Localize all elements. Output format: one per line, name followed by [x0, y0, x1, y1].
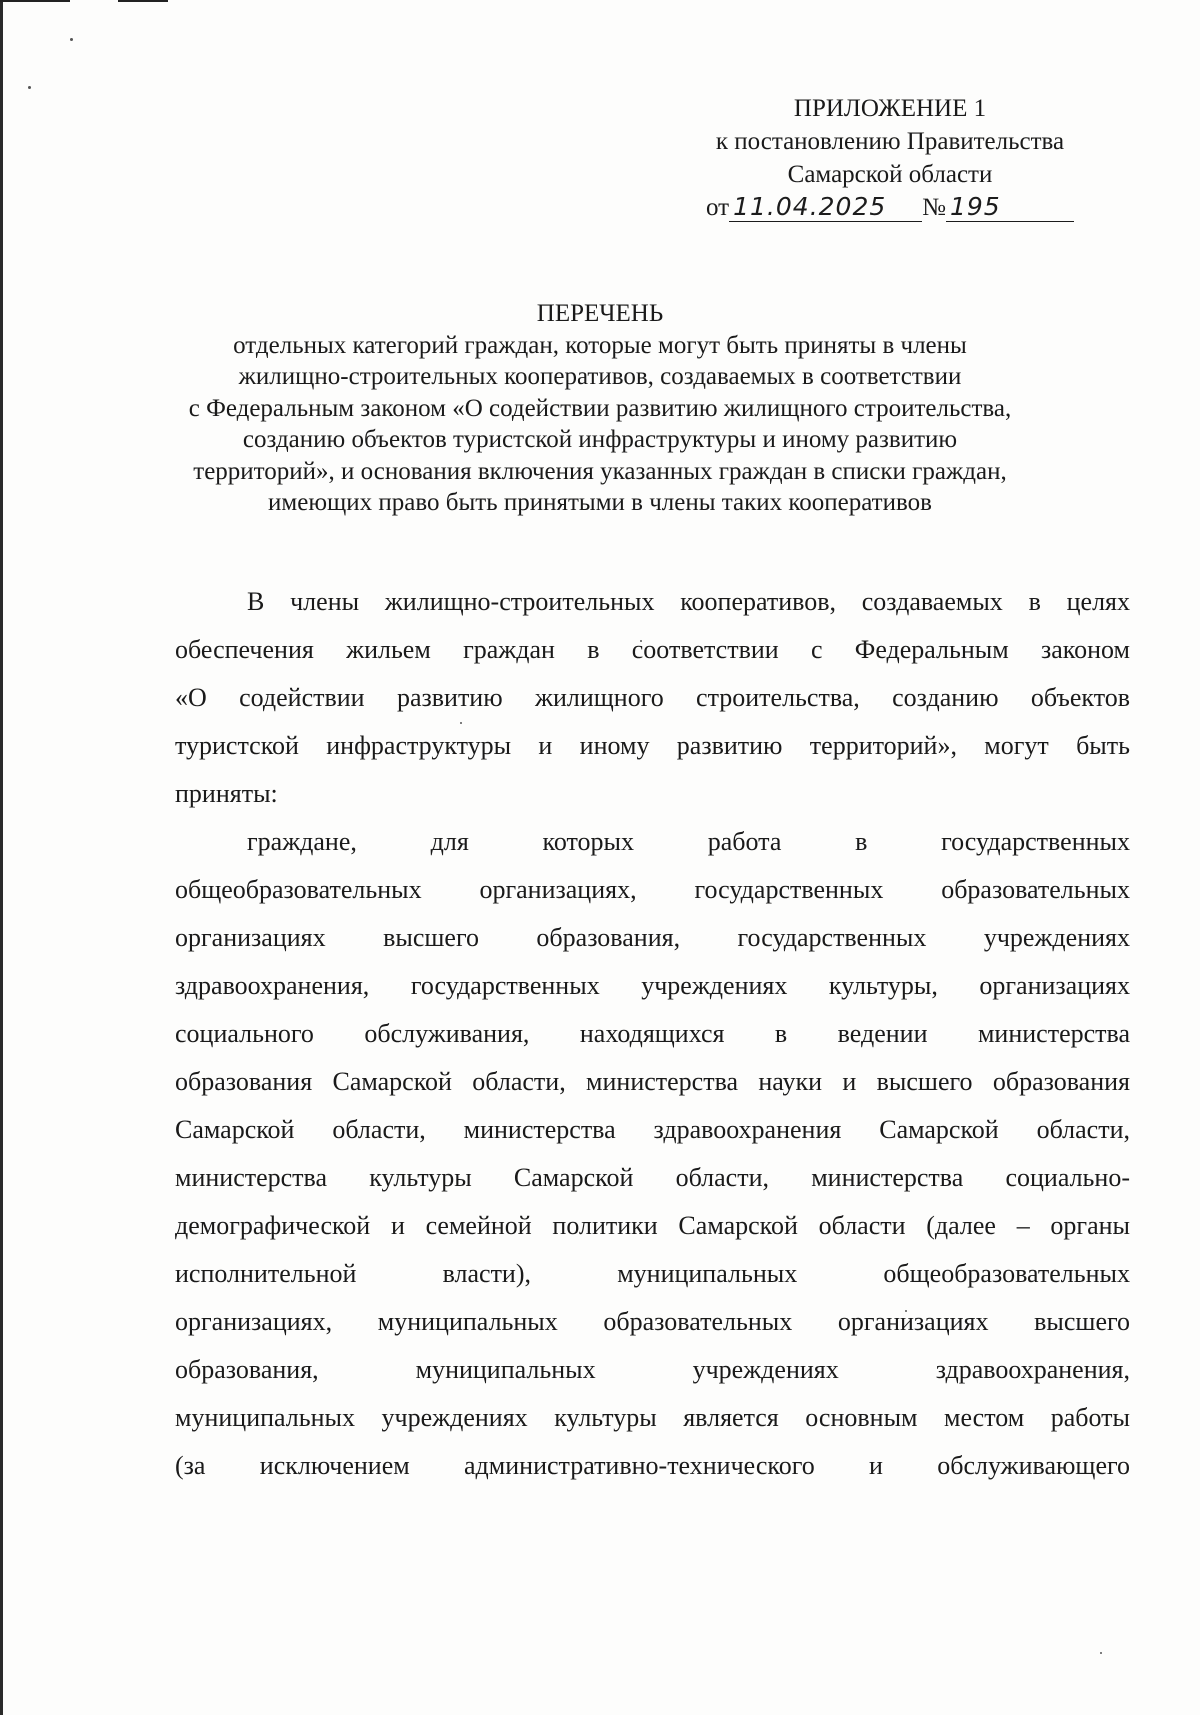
body-line: общеобразовательных организациях, государственных образовательных: [175, 875, 1130, 904]
body-line: туристской инфраструктуры и иному развитию территорий», могут быть: [175, 731, 1130, 760]
appendix-region: Самарской области: [787, 161, 993, 188]
body-line: (за исключением административно-технического и обслуживающего: [175, 1451, 1130, 1480]
appendix-reference: к постановлению Правительства: [715, 128, 1065, 155]
from-prefix: от: [706, 194, 730, 221]
scan-edge-top-left: [0, 0, 70, 2]
document-body: [175, 578, 1130, 1490]
body-line: организациях высшего образования, государственных учреждениях: [175, 923, 1130, 952]
title-line: отдельных категорий граждан, которые могут быть приняты в члены: [233, 331, 967, 359]
appendix-title: ПРИЛОЖЕНИЕ 1: [793, 95, 987, 122]
scan-speck: [1100, 1652, 1102, 1654]
body-line: «О содействии развитию жилищного строительства, созданию объектов: [175, 683, 1130, 712]
number-sign: №: [922, 194, 946, 221]
title-line: территорий», и основания включения указанных граждан в списки граждан,: [193, 457, 1007, 485]
document-title-block: [150, 298, 1050, 519]
appendix-date-number-line: [640, 191, 1140, 224]
body-line: Самарской области, министерства здравоохранения Самарской области,: [175, 1115, 1130, 1144]
body-line: В члены жилищно-строительных кооперативов, создаваемых в целях: [247, 587, 1130, 616]
body-line: министерства культуры Самарской области, министерства социально-: [175, 1163, 1130, 1192]
scan-edge-top-mid: [118, 0, 168, 2]
body-line: приняты:: [175, 779, 278, 808]
body-line: граждане, для которых работа в государственных: [247, 827, 1130, 856]
body-line: демографической и семейной политики Самарской области (далее – органы: [175, 1211, 1130, 1240]
scan-speck: [28, 86, 31, 89]
handwritten-date: 11.04.2025: [729, 193, 922, 222]
body-line: организациях, муниципальных образовательных организациях высшего: [175, 1307, 1130, 1336]
appendix-header: [640, 92, 1140, 224]
body-line: образования, муниципальных учреждениях здравоохранения,: [175, 1355, 1130, 1384]
title-line: имеющих право быть принятыми в члены таких кооперативов: [268, 489, 932, 516]
scan-speck: [70, 38, 73, 41]
handwritten-number: 195: [946, 193, 1074, 222]
body-line: здравоохранения, государственных учреждениях культуры, организациях: [175, 971, 1130, 1000]
body-line: муниципальных учреждениях культуры является основным местом работы: [175, 1403, 1130, 1432]
body-line: образования Самарской области, министерства науки и высшего образования: [175, 1067, 1130, 1096]
title-line: жилищно-строительных кооперативов, создаваемых в соответствии: [238, 363, 962, 390]
body-line: исполнительной власти), муниципальных общеобразовательных: [175, 1259, 1130, 1288]
title-line: с Федеральным законом «О содействии развитию жилищного строительства,: [188, 394, 1012, 422]
scan-edge-left: [0, 0, 3, 1715]
document-heading: ПЕРЕЧЕНЬ: [536, 300, 664, 327]
body-line: обеспечения жильем граждан в соответствии с Федеральным законом: [175, 635, 1130, 664]
body-line: социального обслуживания, находящихся в ведении министерства: [175, 1019, 1130, 1048]
title-line: созданию объектов туристской инфраструктуры и иному развитию: [242, 426, 958, 453]
